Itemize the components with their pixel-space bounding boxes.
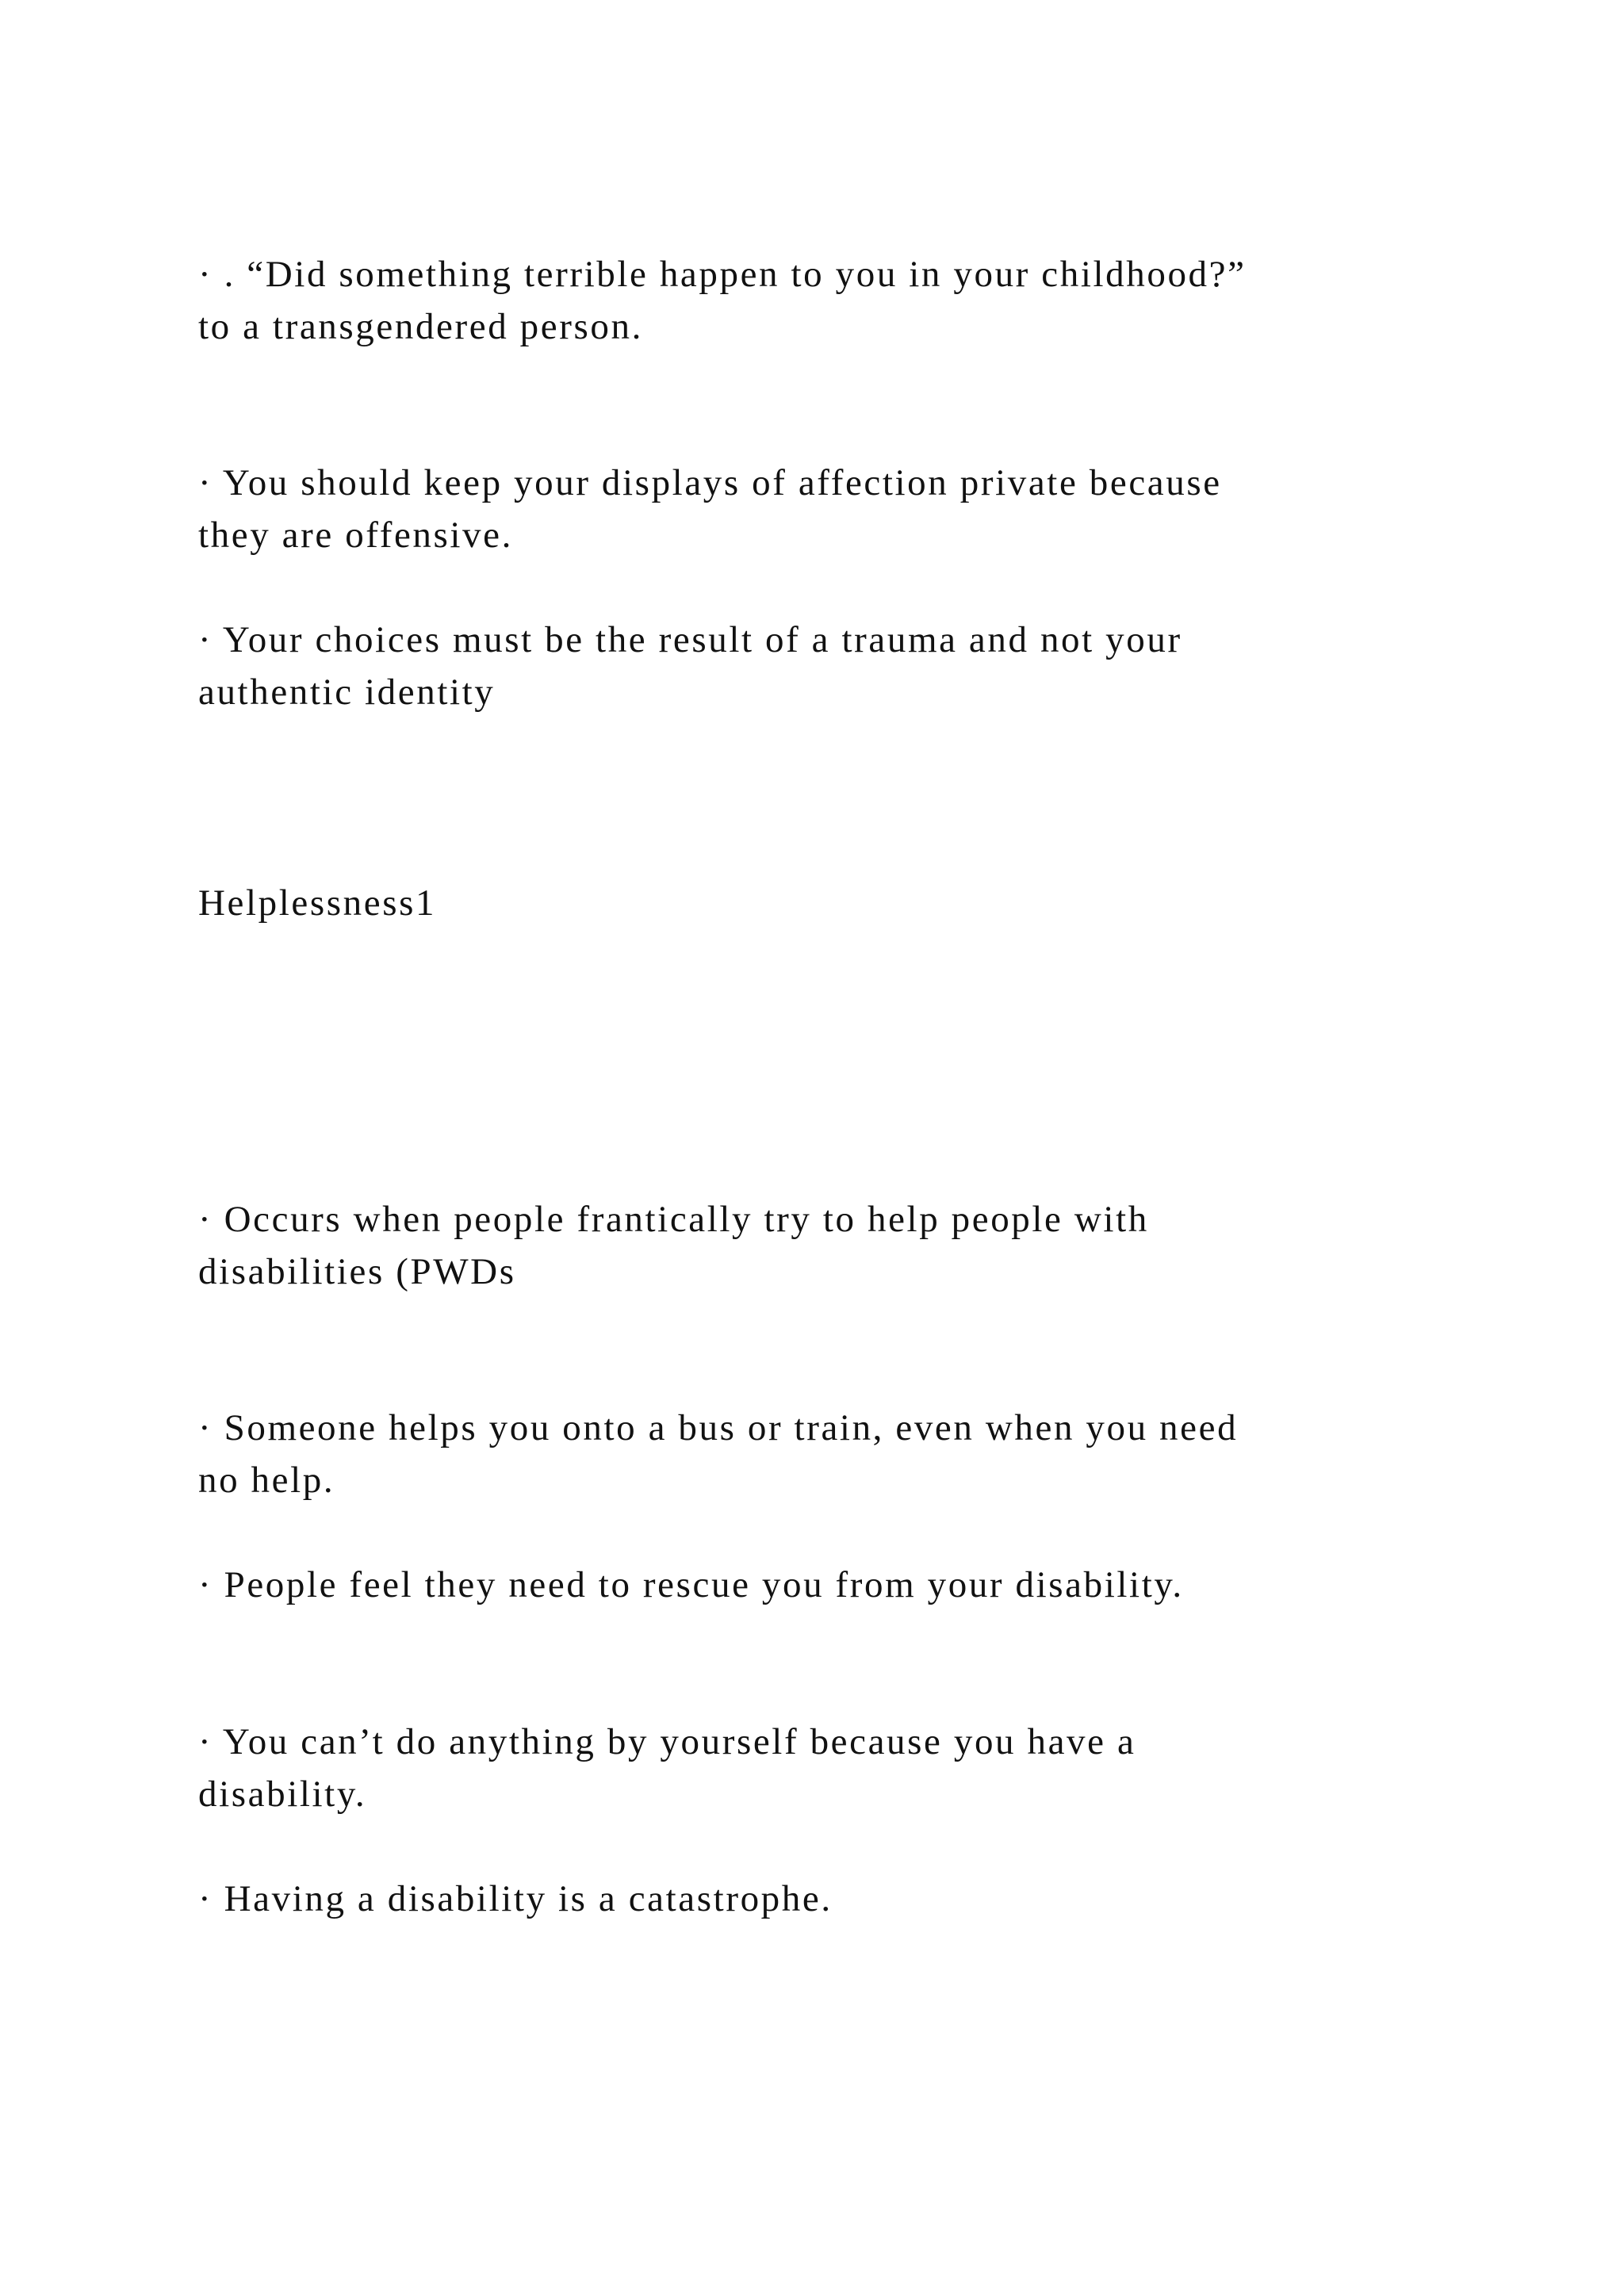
text-line: · People feel they need to rescue you from your disability. <box>198 1564 1184 1605</box>
text-line: no help. <box>198 1460 335 1501</box>
text-line: · You should keep your displays of affection private because <box>198 462 1222 503</box>
section-heading-helplessness: Helplessness1 <box>198 882 437 924</box>
bullet-occurs-when <box>198 1193 1467 1298</box>
text-line: · You can’t do anything by yourself because you have a <box>198 1721 1136 1762</box>
text-line: disability. <box>198 1774 367 1815</box>
text-line: · Having a disability is a catastrophe. <box>198 1878 833 1919</box>
text-line: · . “Did something terrible happen to you in your childhood?” <box>198 254 1247 295</box>
bullet-displays-of-affection <box>198 457 1467 561</box>
bullet-childhood-question <box>198 248 1467 353</box>
text-line: authentic identity <box>198 672 496 713</box>
bullet-rescue <box>198 1559 1467 1611</box>
bullet-catastrophe <box>198 1873 1467 1925</box>
bullet-choices-trauma <box>198 614 1467 718</box>
text-line: · Your choices must be the result of a trauma and not your <box>198 619 1182 660</box>
bullet-bus-or-train <box>198 1402 1467 1506</box>
text-line: · Someone helps you onto a bus or train, even when you need <box>198 1407 1239 1448</box>
text-line: they are offensive. <box>198 515 513 556</box>
bullet-cant-do-anything <box>198 1716 1467 1820</box>
text-line: · Occurs when people frantically try to help people with <box>198 1199 1149 1240</box>
text-line: disabilities (PWDs <box>198 1251 516 1292</box>
text-line: to a transgendered person. <box>198 306 643 347</box>
